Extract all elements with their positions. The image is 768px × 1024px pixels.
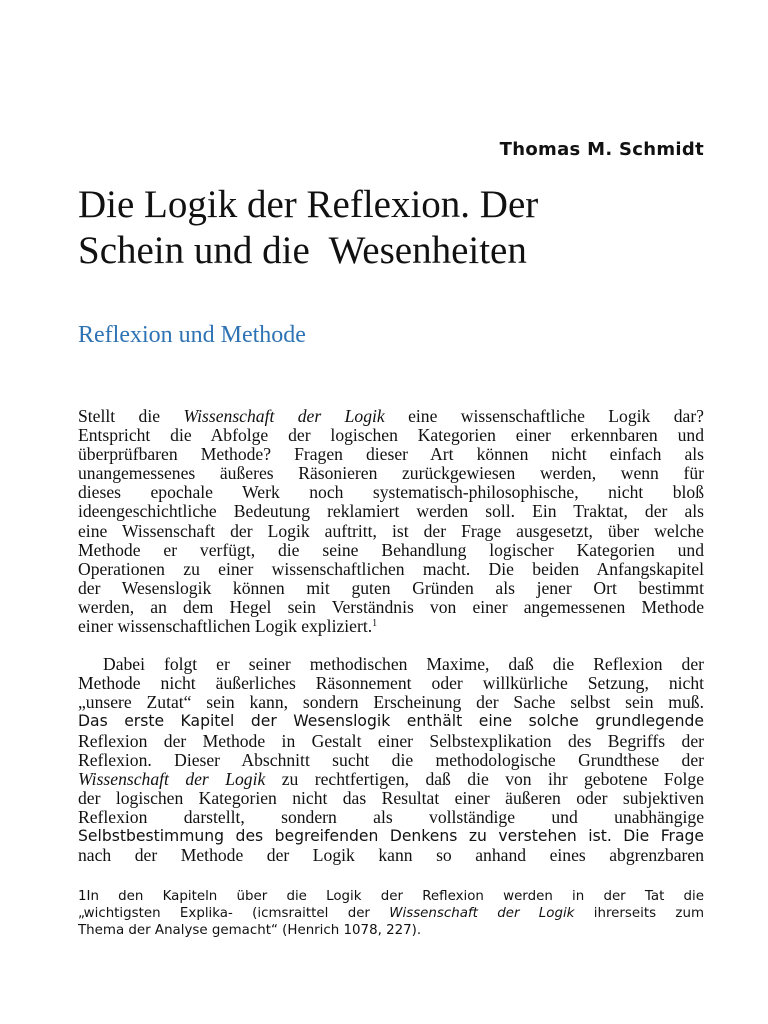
text-line: Reflexion darstellt, sondern als vollständige und unabhängige	[78, 806, 704, 827]
text-line: Wissenschaft der Logik zu rechtfertigen, daß die von ihr gebotene Folge	[78, 768, 705, 789]
author-name: Thomas M. Schmidt	[499, 139, 704, 160]
text-line: Methode er verfügt, die seine Behandlung logischer Kategorien und	[78, 539, 704, 560]
text-line: „unsere Zutat“ sein kann, sondern Erscheinung der Sache selbst sein muß.	[78, 692, 704, 713]
text-line: Reflexion. Dieser Abschnitt sucht die methodologische Grundthese der	[78, 749, 704, 770]
text-line: Stellt die Wissenschaft der Logik eine wissenschaftliche Logik dar?	[78, 406, 704, 426]
text-line: einer wissenschaftlichen Logik expliziert.$^1$	[78, 616, 378, 637]
title-line-1: Die Logik der Reflexion. Der	[78, 183, 539, 226]
paragraph-1	[78, 407, 704, 636]
text-line: Operationen zu einer wissenschaftlichen macht. Die beiden Anfangskapitel	[78, 558, 704, 579]
text-line: überprüfbaren Methode? Fragen dieser Art können nicht einfach als	[78, 444, 704, 465]
footnote-reference[interactable]: 1	[372, 618, 378, 630]
text-line: Dabei folgt er seiner methodischen Maxime, daß die Reflexion der	[103, 654, 704, 675]
footnote	[78, 888, 704, 939]
document-title	[78, 182, 718, 274]
footnote-line: „wichtigsten Explika- (icmsraittel der Wissenschaft der Logik ihrerseits zum	[78, 906, 704, 921]
title-line-2: Schein und die Wesenheiten	[78, 229, 527, 272]
section-heading: Reflexion und Methode	[78, 322, 306, 348]
body-text	[78, 407, 704, 865]
italic-title: Wissenschaft der Logik	[78, 768, 266, 789]
italic-title: Wissenschaft der Logik	[183, 406, 385, 426]
italic-title: Wissenschaft der Logik	[389, 906, 575, 921]
text-line: Reflexion der Methode in Gestalt einer Selbstexplikation des Begriffs der	[78, 730, 704, 751]
paragraph-2	[78, 655, 704, 865]
text-line: Das erste Kapitel der Wesenslogik enthält eine solche grundlegende	[78, 712, 704, 731]
text-line: eine Wissenschaft der Logik auftritt, ist der Frage ausgesetzt, über welche	[78, 520, 704, 541]
text-line: der logischen Kategorien nicht das Resultat einer äußeren oder subjektiven	[78, 787, 704, 808]
text-line: nach der Methode der Logik kann so anhand eines abgrenzbaren	[78, 845, 704, 866]
text-line: Methode nicht äußerliches Räsonnement oder willkürliche Setzung, nicht	[78, 673, 704, 694]
text-line: dieses epochale Werk noch systematisch-philosophische, nicht bloß	[78, 482, 704, 503]
text-line: der Wesenslogik können mit guten Gründen als jener Ort bestimmt	[78, 577, 704, 598]
footnote-line: Thema der Analyse gemacht“ (Henrich 1078, 227).	[78, 923, 422, 938]
text-line: unangemessenes äußeres Räsonieren zurückgewiesen werden, wenn für	[78, 463, 704, 484]
text-line: ideengeschichtliche Bedeutung reklamiert werden soll. Ein Traktat, der als	[78, 501, 704, 522]
text-line: Entspricht die Abfolge der logischen Kategorien einer erkennbaren und	[78, 425, 704, 446]
text-line: werden, an dem Hegel sein Verständnis von einer angemessenen Methode	[78, 596, 704, 617]
text-line: Selbstbestimmung des begreifenden Denkens zu verstehen ist. Die Frage	[78, 826, 704, 845]
footnote-line: 1In den Kapiteln über die Logik der Reflexion werden in der Tat die	[78, 889, 704, 904]
